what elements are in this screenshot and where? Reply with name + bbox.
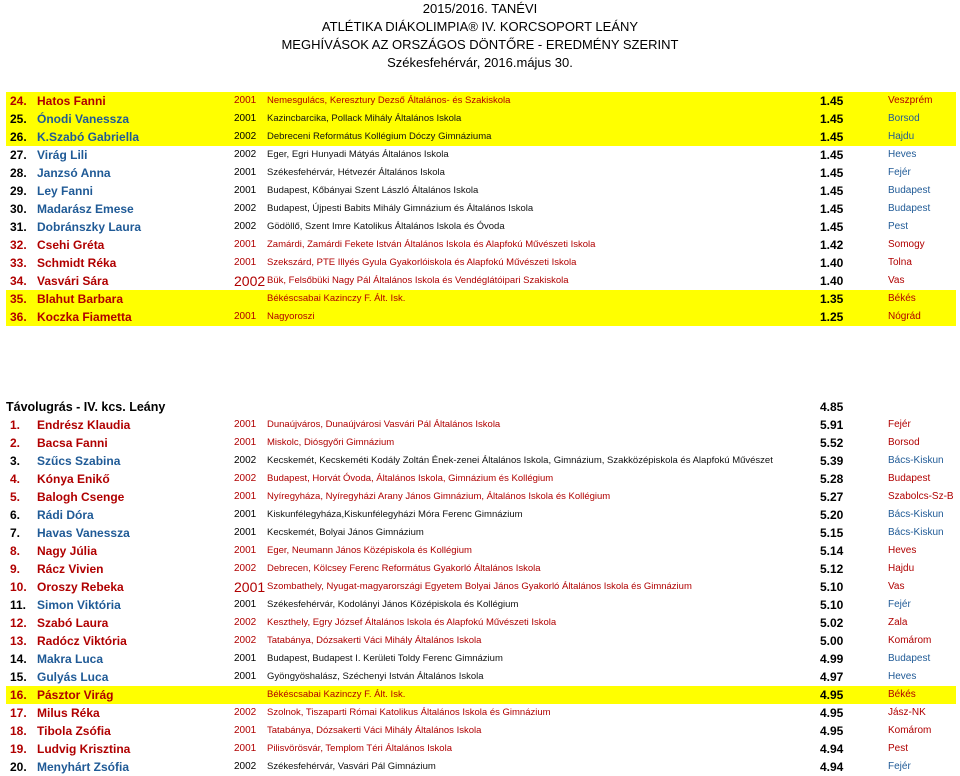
long-jump-results-table [6, 416, 956, 776]
cell-school: Kiskunfélegyháza,Kiskunfélegyházi Móra Ferenc Gimnázium [267, 509, 523, 520]
cell-rank: 9. [10, 562, 21, 576]
cell-rank: 10. [10, 580, 27, 594]
cell-year: 2001 [234, 671, 257, 682]
table-row [6, 740, 956, 758]
cell-rank: 5. [10, 490, 21, 504]
cell-rank: 19. [10, 742, 27, 756]
table-row [6, 290, 956, 308]
cell-county: Budapest [888, 185, 931, 196]
table-row [6, 578, 956, 596]
cell-name: Rácz Vivien [37, 562, 104, 576]
cell-name: Radócz Viktória [37, 634, 127, 648]
table-row [6, 434, 956, 452]
table-row [6, 182, 956, 200]
cell-school: Békéscsabai Kazinczy F. Ált. Isk. [267, 293, 406, 304]
cell-school: Nyíregyháza, Nyíregyházi Arany János Gimnázium, Általános Iskola és Kollégium [267, 491, 611, 502]
cell-rank: 20. [10, 760, 27, 774]
cell-year: 2002 [234, 131, 257, 142]
cell-county: Budapest [888, 203, 931, 214]
cell-year: 2002 [234, 203, 257, 214]
cell-name: Ley Fanni [37, 184, 94, 198]
cell-name: Pásztor Virág [37, 688, 114, 702]
table-row [6, 416, 956, 434]
cell-name: Virág Lili [37, 148, 88, 162]
cell-name: Milus Réka [37, 706, 100, 720]
cell-rank: 35. [10, 292, 27, 306]
table-row [6, 560, 956, 578]
cell-name: Makra Luca [37, 652, 104, 666]
cell-rank: 7. [10, 526, 21, 540]
cell-school: Kecskemét, Kecskeméti Kodály Zoltán Ének-zenei Általános Iskola, Gimnázium, Szakközépiskola és Alapfokú Művészet [267, 455, 773, 466]
cell-rank: 6. [10, 508, 21, 522]
cell-rank: 28. [10, 166, 27, 180]
cell-year: 2002 [234, 707, 257, 718]
cell-year: 2001 [234, 599, 257, 610]
cell-result: 4.95 [820, 706, 844, 720]
cell-county: Heves [888, 545, 917, 556]
table-row [6, 254, 956, 272]
cell-name: Kónya Enikő [37, 472, 110, 486]
cell-result: 5.27 [820, 490, 844, 504]
cell-name: Janzsó Anna [37, 166, 111, 180]
cell-name: Szűcs Szabina [37, 454, 121, 468]
cell-result: 1.40 [820, 256, 844, 270]
cell-year: 2002 [234, 149, 257, 160]
cell-school: Keszthely, Egry József Általános Iskola és Alapfokú Művészeti Iskola [267, 617, 557, 628]
cell-county: Bács-Kiskun [888, 455, 944, 466]
cell-result: 4.95 [820, 688, 844, 702]
cell-county: Budapest [888, 653, 931, 664]
cell-rank: 24. [10, 94, 27, 108]
cell-year: 2001 [234, 437, 257, 448]
cell-rank: 4. [10, 472, 21, 486]
cell-year: 2002 [234, 273, 266, 289]
cell-year: 2001 [234, 527, 257, 538]
cell-county: Fejér [888, 419, 911, 430]
cell-year: 2002 [234, 563, 257, 574]
cell-rank: 33. [10, 256, 27, 270]
cell-rank: 2. [10, 436, 21, 450]
cell-school: Eger, Neumann János Középiskola és Kollégium [267, 545, 472, 556]
cell-name: Csehi Gréta [37, 238, 105, 252]
cell-rank: 3. [10, 454, 21, 468]
cell-school: Székesfehérvár, Hétvezér Általános Iskola [267, 167, 445, 178]
table-row [6, 236, 956, 254]
table-row [6, 614, 956, 632]
cell-year: 2001 [234, 419, 257, 430]
long-jump-section-title: Távolugrás - IV. kcs. Leány [6, 400, 166, 414]
cell-school: Szolnok, Tiszaparti Római Katolikus Általános Iskola és Gimnázium [267, 707, 551, 718]
cell-result: 5.02 [820, 616, 844, 630]
cell-county: Somogy [888, 239, 925, 250]
cell-year: 2002 [234, 761, 257, 772]
header-line-2: ATLÉTIKA DIÁKOLIMPIA® IV. KORCSOPORT LEÁNY [321, 19, 639, 34]
cell-name: Hatos Fanni [37, 94, 106, 108]
cell-school: Gyöngyöshalász, Széchenyi István Általános Iskola [267, 671, 484, 682]
cell-result: 4.99 [820, 652, 844, 666]
cell-school: Székesfehérvár, Vasvári Pál Gimnázium [267, 761, 436, 772]
cell-rank: 18. [10, 724, 27, 738]
cell-year: 2002 [234, 617, 257, 628]
cell-result: 5.10 [820, 580, 844, 594]
cell-year: 2001 [234, 185, 257, 196]
cell-name: Schmidt Réka [37, 256, 117, 270]
cell-result: 5.39 [820, 454, 844, 468]
cell-rank: 31. [10, 220, 27, 234]
cell-year: 2001 [234, 491, 257, 502]
cell-rank: 27. [10, 148, 27, 162]
cell-rank: 29. [10, 184, 27, 198]
cell-result: 1.45 [820, 94, 844, 108]
cell-school: Bük, Felsőbüki Nagy Pál Általános Iskola és Vendéglátóipari Szakiskola [267, 275, 569, 286]
cell-county: Budapest [888, 473, 931, 484]
cell-county: Hajdu [888, 131, 915, 142]
cell-name: Tibola Zsófia [37, 724, 111, 738]
cell-result: 5.14 [820, 544, 844, 558]
cell-year: 2001 [234, 95, 257, 106]
table-row [6, 686, 956, 704]
header-line-4: Székesfehérvár, 2016.május 30. [387, 55, 573, 70]
cell-school: Tatabánya, Dózsakerti Váci Mihály Általános Iskola [267, 725, 482, 736]
cell-rank: 30. [10, 202, 27, 216]
cell-name: Ónodi Vanessza [37, 112, 130, 126]
cell-result: 5.12 [820, 562, 844, 576]
table-row [6, 110, 956, 128]
cell-year: 2001 [234, 653, 257, 664]
cell-year: 2001 [234, 725, 257, 736]
table-row [6, 632, 956, 650]
table-row [6, 200, 956, 218]
cell-result: 1.45 [820, 220, 844, 234]
cell-result: 1.42 [820, 238, 844, 252]
cell-school: Kazincbarcika, Pollack Mihály Általános Iskola [267, 113, 462, 124]
cell-school: Budapest, Horvát Óvoda, Általános Iskola, Gimnázium és Kollégium [267, 473, 554, 484]
table-row [6, 704, 956, 722]
table-row [6, 542, 956, 560]
table-row [6, 506, 956, 524]
cell-school: Budapest, Kőbányai Szent László Általános Iskola [267, 185, 479, 196]
cell-school: Eger, Egri Hunyadi Mátyás Általános Iskola [267, 149, 449, 160]
cell-county: Békés [888, 689, 916, 700]
cell-name: Madarász Emese [37, 202, 134, 216]
table-row [6, 92, 956, 110]
cell-school: Pilisvörösvár, Templom Téri Általános Iskola [267, 743, 452, 754]
cell-rank: 36. [10, 310, 27, 324]
cell-name: Oroszy Rebeka [37, 580, 124, 594]
cell-rank: 34. [10, 274, 27, 288]
cell-school: Debrecen, Kölcsey Ferenc Református Gyakorló Általános Iskola [267, 563, 541, 574]
cell-school: Budapest, Újpesti Babits Mihály Gimnázium és Általános Iskola [267, 203, 534, 214]
cell-result: 5.52 [820, 436, 844, 450]
cell-result: 5.20 [820, 508, 844, 522]
table-row [6, 128, 956, 146]
table-row [6, 596, 956, 614]
cell-rank: 17. [10, 706, 27, 720]
cell-name: K.Szabó Gabriella [37, 130, 140, 144]
cell-name: Gulyás Luca [37, 670, 109, 684]
cell-school: Kecskemét, Bolyai János Gimnázium [267, 527, 424, 538]
table-row [6, 758, 956, 776]
cell-county: Borsod [888, 113, 920, 124]
document-header [0, 0, 960, 72]
cell-county: Heves [888, 671, 917, 682]
table-row [6, 218, 956, 236]
cell-school: Dunaújváros, Dunaújvárosi Vasvári Pál Általános Iskola [267, 419, 501, 430]
table-row [6, 452, 956, 470]
cell-result: 5.10 [820, 598, 844, 612]
cell-year: 2001 [234, 545, 257, 556]
cell-name: Rádi Dóra [37, 508, 94, 522]
cell-county: Zala [888, 617, 908, 628]
cell-county: Pest [888, 743, 909, 754]
cell-year: 2002 [234, 635, 257, 646]
cell-county: Bács-Kiskun [888, 527, 944, 538]
cell-county: Fejér [888, 761, 911, 772]
cell-rank: 13. [10, 634, 27, 648]
cell-result: 4.97 [820, 670, 844, 684]
cell-name: Koczka Fiametta [37, 310, 132, 324]
cell-result: 1.45 [820, 184, 844, 198]
cell-year: 2002 [234, 473, 257, 484]
cell-result: 1.45 [820, 112, 844, 126]
table-row [6, 308, 956, 326]
cell-year: 2002 [234, 455, 257, 466]
cell-name: Bacsa Fanni [37, 436, 108, 450]
cell-name: Endrész Klaudia [37, 418, 131, 432]
cell-rank: 1. [10, 418, 21, 432]
cell-name: Vasvári Sára [37, 274, 109, 288]
cell-rank: 25. [10, 112, 27, 126]
cell-name: Simon Viktória [37, 598, 121, 612]
cell-county: Fejér [888, 167, 911, 178]
header-line-1: 2015/2016. TANÉVI [422, 1, 538, 16]
cell-school: Gödöllő, Szent Imre Katolikus Általános Iskola és Óvoda [267, 221, 505, 232]
cell-year: 2001 [234, 743, 257, 754]
cell-county: Pest [888, 221, 909, 232]
cell-rank: 16. [10, 688, 27, 702]
cell-rank: 15. [10, 670, 27, 684]
cell-result: 1.45 [820, 202, 844, 216]
cell-name: Balogh Csenge [37, 490, 125, 504]
cell-county: Komárom [888, 635, 932, 646]
cell-county: Borsod [888, 437, 920, 448]
cell-school: Miskolc, Diósgyőri Gimnázium [267, 437, 395, 448]
table-row [6, 668, 956, 686]
high-jump-results-table [6, 92, 956, 326]
table-row [6, 164, 956, 182]
cell-name: Ludvig Krisztina [37, 742, 131, 756]
cell-year: 2002 [234, 221, 257, 232]
cell-result: 1.45 [820, 148, 844, 162]
cell-school: Székesfehérvár, Kodolányi János Középiskola és Kollégium [267, 599, 519, 610]
cell-result: 5.00 [820, 634, 844, 648]
cell-year: 2001 [234, 579, 266, 595]
cell-county: Fejér [888, 599, 911, 610]
cell-name: Havas Vanessza [37, 526, 130, 540]
cell-county: Szabolcs-Sz-B [888, 491, 954, 502]
long-jump-qualifying-mark: 4.85 [820, 400, 844, 414]
header-line-3: MEGHÍVÁSOK AZ ORSZÁGOS DÖNTŐRE - EREDMÉNY SZERINT [281, 37, 679, 52]
cell-year: 2001 [234, 311, 257, 322]
table-row [6, 470, 956, 488]
cell-year: 2001 [234, 167, 257, 178]
cell-year: 2001 [234, 257, 257, 268]
cell-school: Nemesgulács, Keresztury Dezső Általános- és Szakiskola [267, 95, 511, 106]
cell-result: 1.45 [820, 166, 844, 180]
cell-county: Vas [888, 275, 905, 286]
cell-result: 4.94 [820, 760, 844, 774]
table-row [6, 722, 956, 740]
cell-school: Szekszárd, PTE Illyés Gyula Gyakorlóiskola és Alapfokú Művészeti Iskola [267, 257, 577, 268]
cell-year: 2001 [234, 113, 257, 124]
cell-name: Szabó Laura [37, 616, 109, 630]
cell-county: Vas [888, 581, 905, 592]
cell-year: 2001 [234, 239, 257, 250]
cell-county: Békés [888, 293, 916, 304]
table-row [6, 146, 956, 164]
cell-result: 1.35 [820, 292, 844, 306]
table-row [6, 272, 956, 290]
cell-county: Jász-NK [888, 707, 926, 718]
cell-year: 2001 [234, 509, 257, 520]
cell-result: 1.25 [820, 310, 844, 324]
cell-name: Nagy Júlia [37, 544, 98, 558]
cell-county: Nógrád [888, 311, 921, 322]
cell-name: Menyhárt Zsófia [37, 760, 130, 774]
cell-name: Dobránszky Laura [37, 220, 142, 234]
cell-county: Komárom [888, 725, 932, 736]
cell-county: Heves [888, 149, 917, 160]
cell-school: Budapest, Budapest I. Kerületi Toldy Ferenc Gimnázium [267, 653, 503, 664]
cell-school: Debreceni Református Kollégium Dóczy Gimnáziuma [267, 131, 492, 142]
cell-county: Hajdu [888, 563, 915, 574]
cell-rank: 12. [10, 616, 27, 630]
cell-rank: 8. [10, 544, 21, 558]
cell-result: 1.40 [820, 274, 844, 288]
cell-county: Veszprém [888, 95, 933, 106]
cell-school: Nagyoroszi [267, 311, 315, 322]
cell-result: 5.28 [820, 472, 844, 486]
table-row [6, 650, 956, 668]
cell-rank: 11. [10, 598, 27, 612]
cell-county: Bács-Kiskun [888, 509, 944, 520]
cell-rank: 32. [10, 238, 27, 252]
cell-result: 1.45 [820, 130, 844, 144]
cell-result: 5.91 [820, 418, 844, 432]
cell-school: Tatabánya, Dózsakerti Váci Mihály Általános Iskola [267, 635, 482, 646]
cell-rank: 26. [10, 130, 27, 144]
cell-school: Zamárdi, Zamárdi Fekete István Általános Iskola és Alapfokú Művészeti Iskola [267, 239, 596, 250]
cell-school: Szombathely, Nyugat-magyarországi Egyetem Bolyai János Gyakorló Általános Iskola és Gimnázium [267, 581, 692, 592]
cell-result: 4.94 [820, 742, 844, 756]
cell-school: Békéscsabai Kazinczy F. Ált. Isk. [267, 689, 406, 700]
cell-county: Tolna [888, 257, 912, 268]
cell-name: Blahut Barbara [37, 292, 124, 306]
cell-result: 4.95 [820, 724, 844, 738]
table-row [6, 524, 956, 542]
table-row [6, 488, 956, 506]
cell-rank: 14. [10, 652, 27, 666]
cell-result: 5.15 [820, 526, 844, 540]
